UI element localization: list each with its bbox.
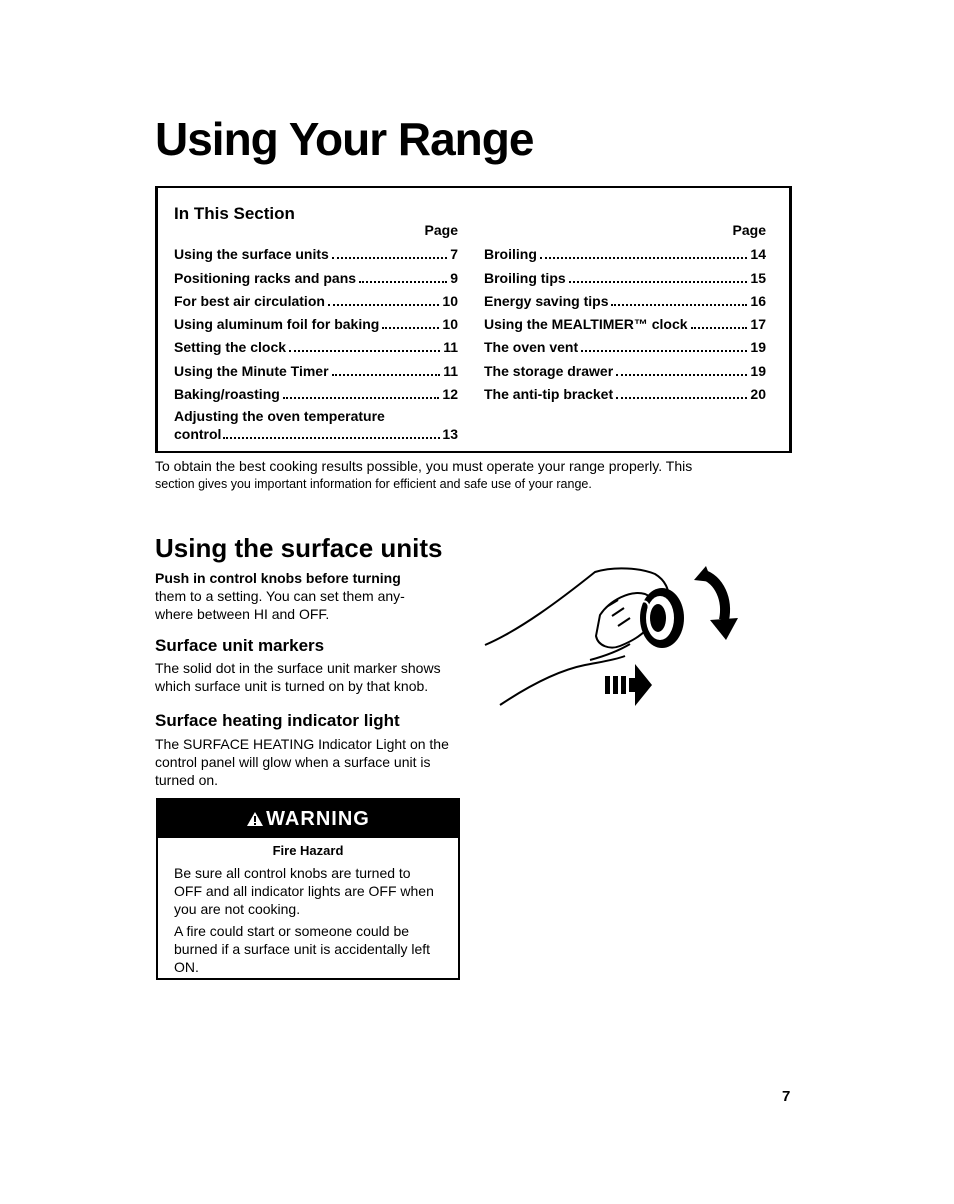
dot-leader [616, 397, 747, 399]
markers-text: The solid dot in the surface unit marker shows which surface unit is turned on by that knob. [155, 660, 441, 694]
toc-entry-page: 11 [443, 362, 458, 379]
toc-entry-page: 7 [450, 246, 458, 263]
toc-left-column [174, 222, 458, 443]
toc-entry-page: 10 [442, 292, 458, 309]
intro-line-2: section gives you important information for efficient and safe use of your range. [155, 477, 592, 491]
toc-entry[interactable] [174, 333, 458, 356]
toc-entry[interactable] [174, 310, 458, 333]
in-this-section-box [155, 186, 792, 453]
toc-entry-label: The anti-tip bracket [484, 386, 614, 403]
toc-entry-page: 14 [750, 246, 766, 263]
toc-entry-label: Energy saving tips [484, 292, 609, 309]
markers-heading: Surface unit markers [155, 636, 325, 655]
warning-paragraph-2: A fire could start or someone could be burned if a surface unit is accidentally left ON. [174, 923, 431, 975]
toc-heading: In This Section [174, 204, 295, 223]
toc-entry[interactable] [174, 240, 458, 263]
dot-leader [611, 304, 747, 306]
toc-entry-page: 12 [442, 386, 458, 403]
dot-leader [382, 327, 439, 329]
page-title: Using Your Range [155, 113, 534, 165]
hand-turning-knob-illustration [480, 560, 750, 710]
push-knobs-lead: Push in control knobs before turning [155, 570, 401, 586]
toc-entry[interactable] [484, 287, 766, 310]
indicator-heading: Surface heating indicator light [155, 711, 400, 730]
dot-leader [569, 281, 748, 283]
toc-entry[interactable] [174, 263, 458, 286]
intro-line-1: To obtain the best cooking results possible, you must operate your range properly. This [155, 458, 693, 474]
toc-entry-label: The storage drawer [484, 362, 614, 379]
section-heading: Using the surface units [155, 533, 443, 563]
warning-triangle-icon [246, 811, 264, 827]
warning-header [158, 800, 458, 838]
dot-leader [540, 257, 748, 259]
warning-title: Fire Hazard [272, 843, 344, 858]
toc-entry[interactable] [484, 333, 766, 356]
toc-entry-page: 17 [750, 316, 766, 333]
dot-leader [289, 350, 440, 352]
push-knobs-text: them to a setting. You can set them any-where between HI and OFF. [155, 588, 405, 622]
toc-entry[interactable] [484, 263, 766, 286]
toc-entry-label: Using the surface units [174, 246, 329, 263]
dot-leader [223, 437, 440, 439]
dot-leader [332, 374, 441, 376]
toc-entry[interactable] [484, 310, 766, 333]
dot-leader [328, 304, 439, 306]
toc-entry-label: Setting the clock [174, 339, 287, 356]
toc-entry-page: 19 [750, 362, 766, 379]
toc-entry-label-cont: control [174, 426, 222, 443]
toc-entry-adjusting-temperature[interactable] [174, 407, 458, 443]
toc-entry-label: Adjusting the oven temperature [174, 408, 385, 425]
warning-box [156, 798, 460, 980]
toc-page-header: Page [732, 222, 766, 238]
page-number: 7 [782, 1088, 791, 1105]
toc-right-column [484, 222, 766, 403]
toc-entry-page: 13 [442, 426, 458, 443]
toc-entry-page: 11 [443, 339, 458, 356]
toc-entry[interactable] [174, 380, 458, 403]
warning-paragraph-1: Be sure all control knobs are turned to OFF and all indicator lights are OFF when you are not cooking. [174, 865, 434, 917]
warning-label: WARNING [266, 807, 370, 830]
toc-entry-label: Baking/roasting [174, 386, 280, 403]
dot-leader [359, 281, 447, 283]
intro-text [155, 457, 795, 493]
toc-entry-label: Broiling [484, 246, 537, 263]
indicator-text: The SURFACE HEATING Indicator Light on the control panel will glow when a surface unit is turned on. [155, 736, 449, 788]
toc-entry[interactable] [484, 380, 766, 403]
toc-entry-page: 10 [442, 316, 458, 333]
toc-entry[interactable] [174, 287, 458, 310]
toc-entry-label: Using the MEALTIMER™ clock [484, 316, 688, 333]
dot-leader [332, 257, 447, 259]
toc-entry-page: 16 [750, 292, 766, 309]
toc-entry-label: For best air circulation [174, 292, 325, 309]
dot-leader [581, 350, 747, 352]
toc-entry[interactable] [484, 240, 766, 263]
dot-leader [691, 327, 748, 329]
toc-page-header: Page [424, 222, 458, 238]
toc-entry-label: Positioning racks and pans [174, 269, 357, 286]
toc-entry-label: Using the Minute Timer [174, 362, 329, 379]
toc-entry-page: 15 [750, 269, 766, 286]
toc-entry-label: Using aluminum foil for baking [174, 316, 380, 333]
push-knobs-paragraph [155, 569, 475, 623]
toc-entry[interactable] [174, 356, 458, 379]
dot-leader [616, 374, 747, 376]
toc-entry[interactable] [484, 356, 766, 379]
toc-entry-page: 19 [750, 339, 766, 356]
toc-entry-label: Broiling tips [484, 269, 566, 286]
toc-entry-label: The oven vent [484, 339, 579, 356]
toc-entry-page: 20 [750, 386, 766, 403]
dot-leader [283, 397, 440, 399]
toc-entry-page: 9 [450, 269, 458, 286]
